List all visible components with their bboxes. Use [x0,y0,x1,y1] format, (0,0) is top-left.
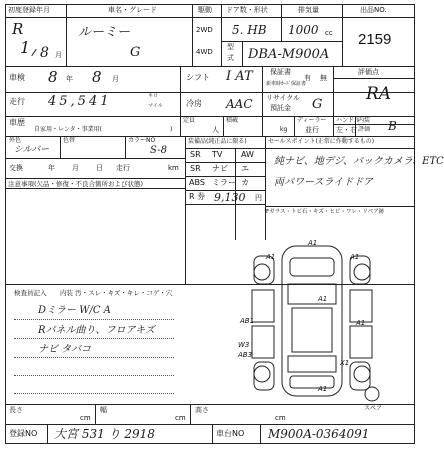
ticket-unit: 円 [255,194,262,202]
diag-label: AB3 [238,351,253,359]
divider [5,424,415,425]
shaken-month: 8 [92,68,102,86]
divider [5,178,185,179]
equip-abs: ABS [189,178,205,187]
date-day: 日 [96,164,103,172]
outer-color-label: 外色 [9,137,22,144]
lot-number: 2159 [358,31,392,48]
recycle-ticket-value: 9,130 [214,191,246,204]
usage-label: 車歴 [9,118,25,127]
divider [281,4,282,41]
name-grade-label: 車名・グレード [108,6,157,14]
wheel-rr [354,366,370,382]
first-registration-month: 8 [40,45,49,61]
sales-point-label: セールスポイント(正常に作動するもの) [268,138,375,145]
first-registration-year: 1 [20,38,31,57]
mile-unit: マイル [148,103,163,109]
divider [212,424,213,444]
shift-label: シフト [186,73,210,82]
chassis-label: 車台NO [216,429,245,438]
inspector-line-2: Rパネル曲り、フロアキズ [38,325,155,336]
car-body-outline [282,246,342,396]
car-right-front-door [350,290,372,322]
drive-2wd-label: 2WD [196,26,213,34]
model-label-2: 式 [227,54,234,62]
inspector-label: 検査員記入 [14,289,47,297]
displacement-value: 1000 [288,23,319,37]
loading-unit: kg [280,126,288,133]
date-mileage: 走行 [116,164,130,172]
spare-tire [365,387,379,401]
ac-label: 冷房 [186,99,202,108]
divider [260,424,261,444]
divider [221,4,222,66]
change-label: 交換 [9,164,23,172]
date-km: km [168,164,179,172]
divider [125,136,126,158]
mileage-value: 45,541 [48,94,112,109]
recycle-ticket-label: R 券 [189,192,206,201]
loading-label: 積載 [226,117,239,124]
warranty-label: 保証書 [270,68,291,76]
sales-point-line-1: 純ナビ、地デジ、バックカメラ、ETC [274,156,444,167]
divider [242,41,243,66]
equip-ka: カ [241,178,249,187]
first-registration-era: R [12,20,24,38]
diag-label: X1 [340,359,350,367]
divider [180,66,181,136]
warranty-sub: 新車時ｶｰﾄﾞ保証書 [266,81,307,87]
diag-label: A1 [266,253,276,261]
divider [185,162,265,163]
glass-line: Fガラス・トビ石・キズ・ヒビ・ワレ・リペア跡 [266,209,385,215]
car-left-front-door [252,290,274,322]
car-tailgate [290,376,334,388]
equip-sr-2: SR [190,164,201,173]
recycle-value: G [312,97,323,112]
mileage-label: 走行 [9,97,25,106]
divider [333,78,415,79]
notes-label: 注意事項(欠品・修復・不良合箇所および状態) [8,180,144,188]
divider [5,92,415,93]
interior-value: B [388,119,397,133]
divider [185,136,186,284]
car-hood [290,258,334,276]
outer-color-value: シルバー [14,145,50,155]
month-unit: 月 [112,75,119,83]
diag-label: A1 [318,295,328,303]
write-line [14,357,174,358]
height-unit: cm [275,414,286,422]
car-grade: G [130,45,141,60]
divider [221,41,342,42]
drive-label: 駆動 [198,6,212,14]
usage-close: ) [170,126,173,133]
divider [190,404,191,424]
equip-e: エ [241,164,249,173]
divider [185,176,265,177]
divider [294,116,295,136]
sales-point-line-2: 両パワースライドドア [274,177,373,188]
interior-label-2: 評価 [358,126,371,133]
equipment-title: 装備品(純正品に限る) [188,138,247,145]
divider [47,424,48,444]
diag-label: AB1 [240,317,255,325]
width-unit: cm [175,414,186,422]
diag-label: A1 [308,239,318,247]
km-unit: キロ [148,93,159,99]
car-rear-glass [288,356,336,372]
recycle-label-1: リサイクル [266,94,301,102]
month-unit-label: 月 [55,51,62,59]
registration-label: 登録NO [9,429,38,438]
recycle-label-2: 預託金 [270,104,291,112]
car-name: ルーミー [78,25,131,40]
divider [333,66,334,136]
divider [342,4,343,66]
diag-label: A1 [318,385,328,393]
diag-label: A1 [356,319,366,327]
score-value: RA [366,84,392,104]
length-label: 長さ [9,406,23,414]
divider [95,404,96,424]
dealer-value: 並行 [305,126,319,134]
wheel-rf [354,264,370,280]
usage-options: 自家用・レンタ・事業用( [34,126,102,133]
registration-value: 大宮 531 り 2918 [54,427,155,441]
drive-4wd-label: 4WD [196,48,213,56]
inspector-line-3: ナビ タバコ [38,344,92,355]
score-label: 評価点 [358,68,379,76]
date-month: 月 [72,164,79,172]
capacity-unit: 人 [212,126,219,134]
inner-color-label: 色替 [63,137,76,144]
equip-aw: AW [241,150,254,159]
color-no-value: S-8 [150,145,167,156]
model-value: DBA-M900A [248,47,330,62]
equip-navi: ナビ [212,164,228,173]
shaken-year: 8 [48,68,58,86]
divider [185,204,265,205]
spare-label: スペア [364,405,383,412]
wheel-lr [254,366,270,382]
warranty-yes: 有 [304,74,311,82]
car-windshield [288,284,336,304]
color-no-label: カラーNO [128,137,156,144]
interior-label-1: 内装 [358,117,371,124]
divider [5,17,221,18]
capacity-label: 定員 [183,117,196,124]
model-label-1: 型 [227,43,234,51]
divider [342,17,415,18]
write-line [14,393,174,394]
shift-value: I AT [226,69,253,84]
diag-label: W3 [238,341,250,349]
divider [185,148,415,149]
door-value: 5. HB [232,23,267,37]
write-line [14,338,174,339]
wheel-lf [254,264,270,280]
first-registration-label: 初度登録年月 [8,6,50,14]
equip-sr-1: SR [190,150,201,159]
divider [265,206,415,207]
length-unit: cm [80,414,91,422]
inspector-line-1: Dミラー W/C A [38,305,111,316]
dealer-label: ディーラー [297,117,327,124]
ac-value: AAC [226,97,253,111]
diag-label: A1 [350,253,360,261]
divider [262,66,263,136]
shaken-label: 車検 [9,73,25,82]
lot-label: 出品NO. [360,6,387,14]
cc-unit: cc [325,29,333,37]
chassis-value: M900A-0364091 [268,427,370,441]
car-left-rear-door [252,326,274,358]
height-label: 高さ [195,406,209,414]
divider [223,116,224,136]
date-year: 年 [48,164,55,172]
equip-mirror: ミラー [212,178,236,187]
warranty-no: 無 [320,74,327,82]
divider [5,188,185,189]
handle-label: ハンドル [336,117,361,124]
year-unit: 年 [66,75,73,83]
write-line [14,319,174,320]
divider [265,136,266,240]
car-roof [292,308,332,352]
divider [5,66,415,67]
equip-tv: TV [212,150,223,159]
door-label: ドア数・形状 [226,6,268,14]
inspector-options: 内装 汚・スレ・キズ・キレ・コゲ・穴 [60,289,173,297]
write-line [14,375,174,376]
divider [5,158,185,159]
divider [192,4,193,66]
width-label: 幅 [100,406,107,414]
displacement-label: 排気量 [298,6,319,14]
car-right-rear-door [350,326,372,358]
divider [66,4,67,66]
divider [60,136,61,158]
handle-value: 左・右 [336,126,357,134]
